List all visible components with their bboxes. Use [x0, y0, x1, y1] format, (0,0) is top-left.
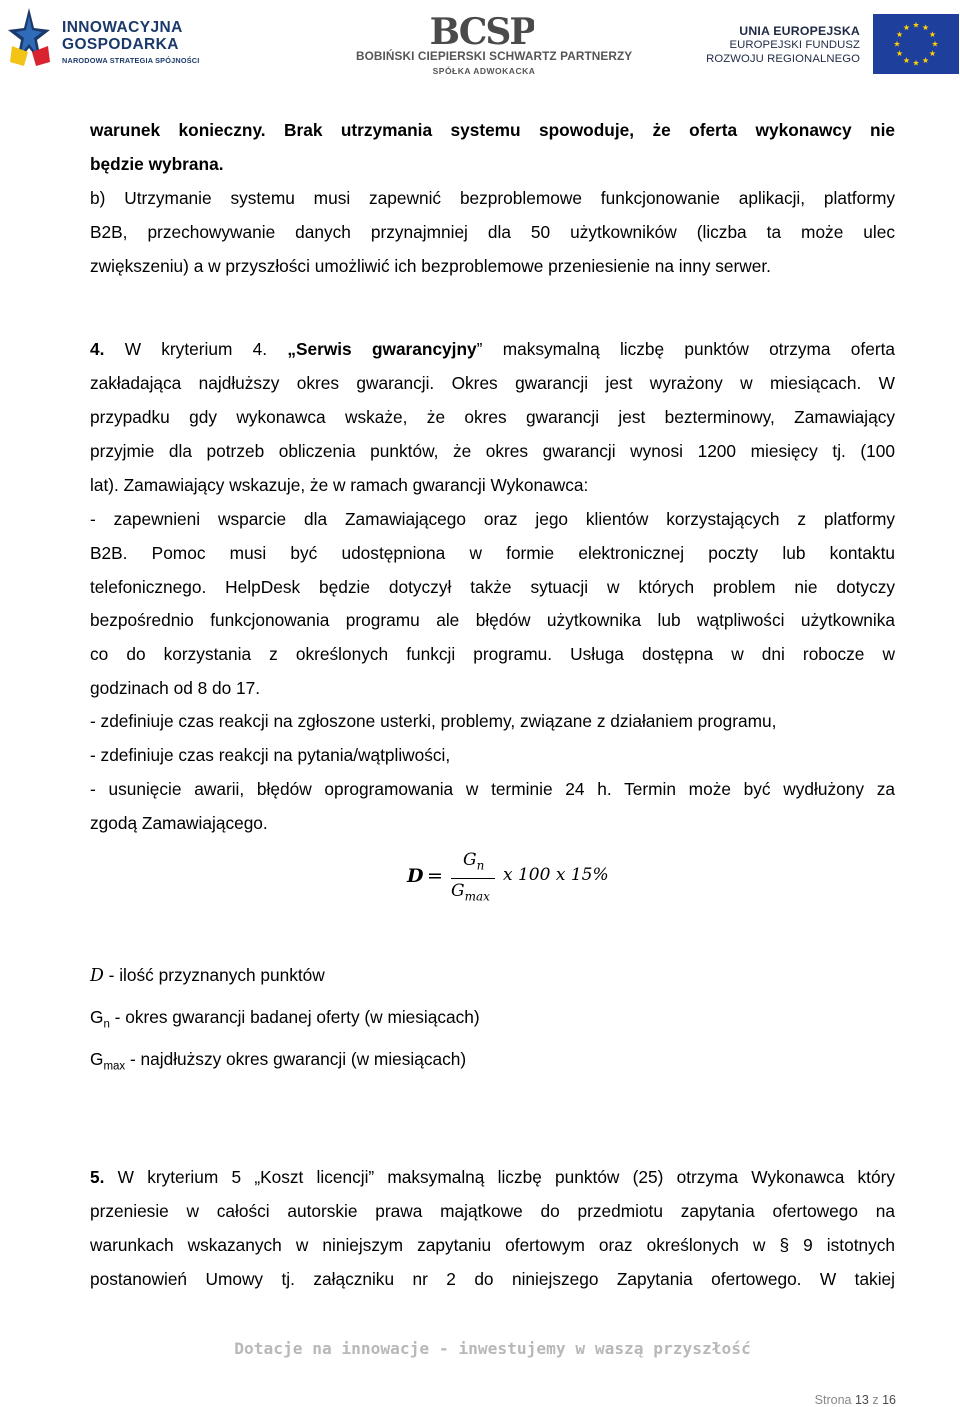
criterion-5-heading — [90, 1166, 895, 1188]
legend-sub: max — [103, 1060, 126, 1073]
page-number — [815, 1393, 896, 1407]
text-line: godzinach od 8 do 17. — [90, 678, 261, 698]
legend-var: D — [90, 966, 104, 986]
formula-denominator: $G_{max}$ — [451, 881, 490, 904]
footer-motto: Dotacje na innowacje - inwestujemy w waszą przyszłość — [234, 1339, 751, 1358]
text-line: - zdefiniuje czas reakcji na pytania/wątpliwości, — [90, 745, 451, 765]
text-line: - zdefiniuje czas reakcji na zgłoszone usterki, problemy, związane z działaniem programu, — [90, 711, 777, 731]
text-line: co do korzystania z określonych funkcji programu. Usługa dostępna w dni robocze w — [90, 644, 895, 664]
page-total: 16 — [882, 1393, 896, 1407]
criterion-4-heading — [90, 338, 895, 360]
page-sep: z — [868, 1393, 883, 1407]
text-line: b) Utrzymanie systemu musi zapewnić bezproblemowe funkcjonowanie aplikacji, platformy — [90, 188, 895, 208]
criterion-text: ” maksymalną liczbę punktów otrzyma oferta — [476, 339, 895, 359]
text-line: - zapewnieni wsparcie dla Zamawiającego oraz jego klientów korzystających z platformy — [90, 509, 895, 529]
text-line: przeniesie w całości autorskie prawa majątkowe do przedmiotu zapytania ofertowego na — [90, 1201, 895, 1221]
points-formula — [405, 850, 625, 906]
bcsp-sub: SPÓŁKA ADWOKACKA — [432, 66, 536, 76]
text-line: - usunięcie awarii, błędów oprogramowania w terminie 24 h. Termin może być wydłużony za — [90, 779, 895, 799]
logo-line1: INNOWACYJNA — [62, 19, 183, 36]
bcsp-name: BOBIŃSKI CIEPIERSKI SCHWARTZ PARTNERZY — [356, 49, 633, 63]
legend-gmax — [90, 1048, 466, 1077]
criterion-number: 4. — [90, 339, 105, 359]
page-header — [0, 0, 960, 92]
criterion-number: 5. — [90, 1167, 105, 1187]
text-line: będzie wybrana. — [90, 154, 224, 174]
legend-text: - ilość przyznanych punktów — [103, 965, 325, 985]
fraction-bar — [451, 878, 495, 879]
legend-text: - okres gwarancji badanej oferty (w miesiącach) — [109, 1007, 480, 1027]
text-line: B2B, przechowywanie danych przynajmniej dla 50 użytkowników (liczba ta może ulec — [90, 222, 895, 242]
text-line: zgodą Zamawiającego. — [90, 813, 268, 833]
formula-lhs: D — [407, 865, 424, 887]
legend-var: G — [90, 1007, 104, 1027]
text-line: lat). Zamawiający wskazuje, że w ramach gwarancji Wykonawca: — [90, 475, 589, 495]
text-line: B2B. Pomoc musi być udostępniona w formie elektronicznej poczty lub kontaktu — [90, 543, 895, 563]
criterion-text: W kryterium 5 „Koszt licencji” maksymalną liczbę punktów (25) otrzyma Wykonawca który — [104, 1167, 895, 1187]
eu-line3: ROZWOJU REGIONALNEGO — [706, 53, 860, 65]
formula-equals: = — [427, 865, 443, 887]
bcsp-mark-icon — [430, 14, 534, 48]
logo-line3: NARODOWA STRATEGIA SPÓJNOŚCI — [62, 56, 200, 65]
formula-multiplier: x 100 x 15% — [503, 865, 609, 885]
page-current: 13 — [854, 1393, 869, 1407]
logo-line2: GOSPODARKA — [62, 36, 179, 53]
criterion-text: W kryterium 4. — [104, 339, 288, 359]
bcsp-logo — [356, 14, 633, 82]
text-line: warunek konieczny. Brak utrzymania systemu spowoduje, że oferta wykonawcy nie — [90, 120, 895, 140]
eu-flag-icon — [873, 14, 959, 74]
text-line: przyjmie dla potrzeb obliczenia punktów, że okres gwarancji wynosi 1200 miesięcy tj. (100 — [90, 441, 895, 461]
text-line: zakładająca najdłuższy okres gwarancji. Okres gwarancji jest wyrażony w miesiącach. W — [90, 373, 895, 393]
eu-line2: EUROPEJSKI FUNDUSZ — [729, 39, 860, 51]
text-line: warunkach wskazanych w niniejszym zapytaniu ofertowym oraz określonych w § 9 istotnych — [90, 1235, 895, 1255]
legend-var: G — [90, 1049, 104, 1069]
legend-gn — [90, 1006, 480, 1035]
formula-numerator: $G_n$ — [463, 850, 485, 873]
star-emblem-icon — [6, 6, 52, 70]
text-line: telefonicznego. HelpDesk będzie dotyczył także sytuacji w których problem nie dotyczy — [90, 577, 895, 597]
eu-logo — [706, 14, 960, 76]
text-line: postanowień Umowy tj. załączniku nr 2 do niniejszego Zapytania ofertowego. W takiej — [90, 1269, 895, 1289]
legend-sub: n — [103, 1018, 110, 1031]
criterion-title: „Serwis gwarancyjny — [287, 339, 477, 359]
legend-text: - najdłuższy okres gwarancji (w miesiącach) — [125, 1049, 467, 1069]
eu-line1: UNIA EUROPEJSKA — [739, 24, 860, 38]
legend-d — [90, 964, 325, 987]
text-line: przypadku gdy wykonawca wskaże, że okres gwarancji jest bezterminowy, Zamawiający — [90, 407, 895, 427]
innowacyjna-gospodarka-logo — [6, 6, 211, 72]
page-label: Strona — [814, 1393, 855, 1407]
svg-text:BCSP: BCSP — [430, 14, 534, 48]
text-line: zwiększeniu) a w przyszłości umożliwić ich bezproblemowe przeniesienie na inny serwer. — [90, 256, 771, 276]
text-line: bezpośrednio funkcjonowania programu ale błędów użytkownika lub wątpliwości użytkownika — [90, 610, 895, 630]
